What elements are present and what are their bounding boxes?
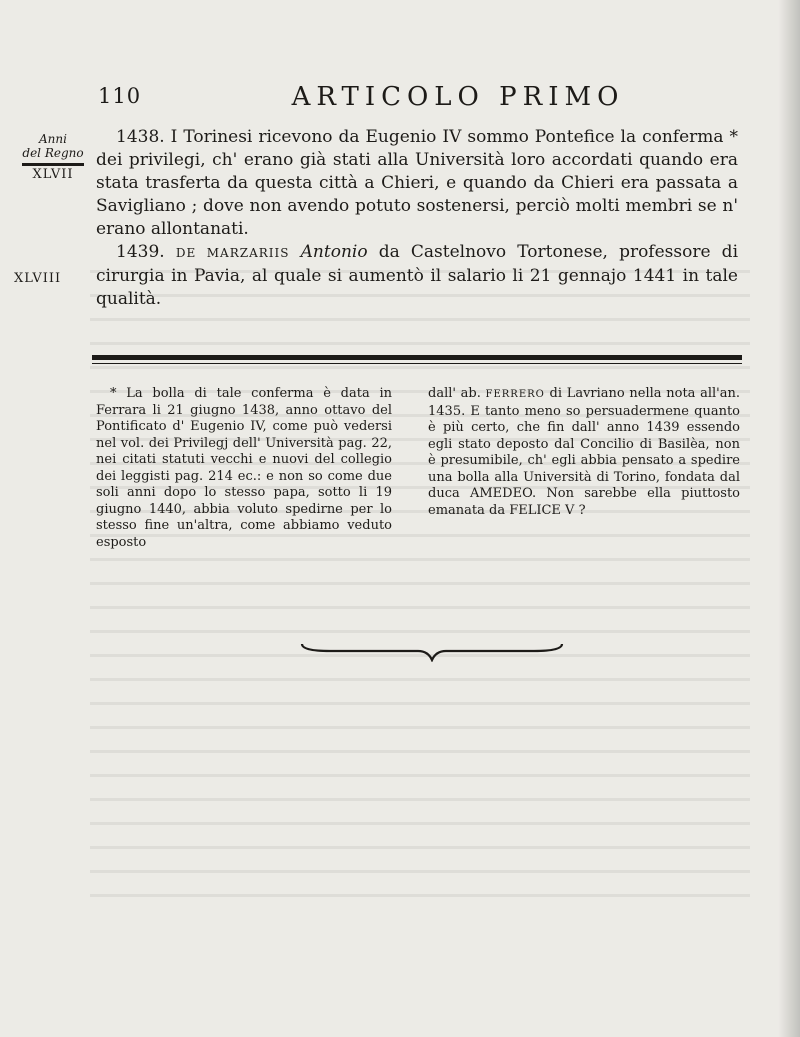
footnote-right-pre: dall' ab. [428,386,481,401]
page-edge-shadow [778,0,800,1037]
margin-rule [22,163,84,166]
entry-1439-text: da Castelnovo Tortonese, professore di cirurgia in Pavia, al quale si aumentò il salario li 21 gennajo 1441 in tale qualità. [96,242,738,309]
ornamental-brace [300,640,564,662]
footnote-right-column [428,386,740,519]
margin-years-of-reign [18,132,88,182]
footnote-separator-thick [92,355,742,360]
entry-1438 [96,126,738,241]
page-number: 110 [98,84,142,108]
margin-anni-label: Anni [39,132,67,146]
main-text [96,126,738,311]
entry-1439-firstname: Antonio [300,242,368,262]
footnote-separator-thin [92,363,742,364]
entry-1439 [96,241,738,311]
running-head [98,82,728,116]
entry-1438-text: I Torinesi ricevono da Eugenio IV sommo Pontefice la conferma * dei privilegi, ch' erano già stati alla Università loro accordati quando era stata trasferta da questa città a Chieri, e quando da Chieri era passata a Savigliano ; dove non avendo potuto sostenersi, perciò molti membri se n' erano allontanati. [96,127,739,239]
footnote-left-text: * La bolla di tale conferma è data in Ferrara li 21 giugno 1438, anno ottavo del Pontificato d' Eugenio IV, come può vedersi nel vol. dei Privilegj dell' Università pag. 22, nei citati statuti vecchi e nuovi del collegio dei leggisti pag. 214 ec.: e non so come due soli anni dopo lo stesso papa, sotto li 19 giugno 1440, abbia voluto spedirne per lo stesso fine un'altra, come abbiamo veduto esposto [96,386,392,550]
entry-1438-number: 1438. [116,127,165,147]
regnal-year-48: XLVIII [14,271,62,286]
margin-regno-label: del Regno [22,146,84,160]
footnote-right-text: di Lavriano nella nota all'an. 1435. E tanto meno so persuadermene quanto è più certo, che fin dall' anno 1439 essendo egli stato deposto dal Concilio di Basilèa, non è presumibile, ch' egli abbia pensato a spedire una bolla alla Università di Torino, fondata dal duca AMEDEO. Non sarebbe ella piuttosto emanata da FELICE V ? [428,386,740,518]
chapter-title: ARTICOLO PRIMO [291,82,625,112]
footnote-right-name: FERRERO [485,389,545,400]
footnote-right-paragraph [428,386,740,519]
regnal-year-47: XLVII [32,167,74,182]
show-through-texture [90,270,750,910]
entry-1439-number: 1439. [116,242,165,262]
footnote-left-column [96,386,392,551]
entry-1439-surname: DE MARZARIIS [175,246,290,260]
